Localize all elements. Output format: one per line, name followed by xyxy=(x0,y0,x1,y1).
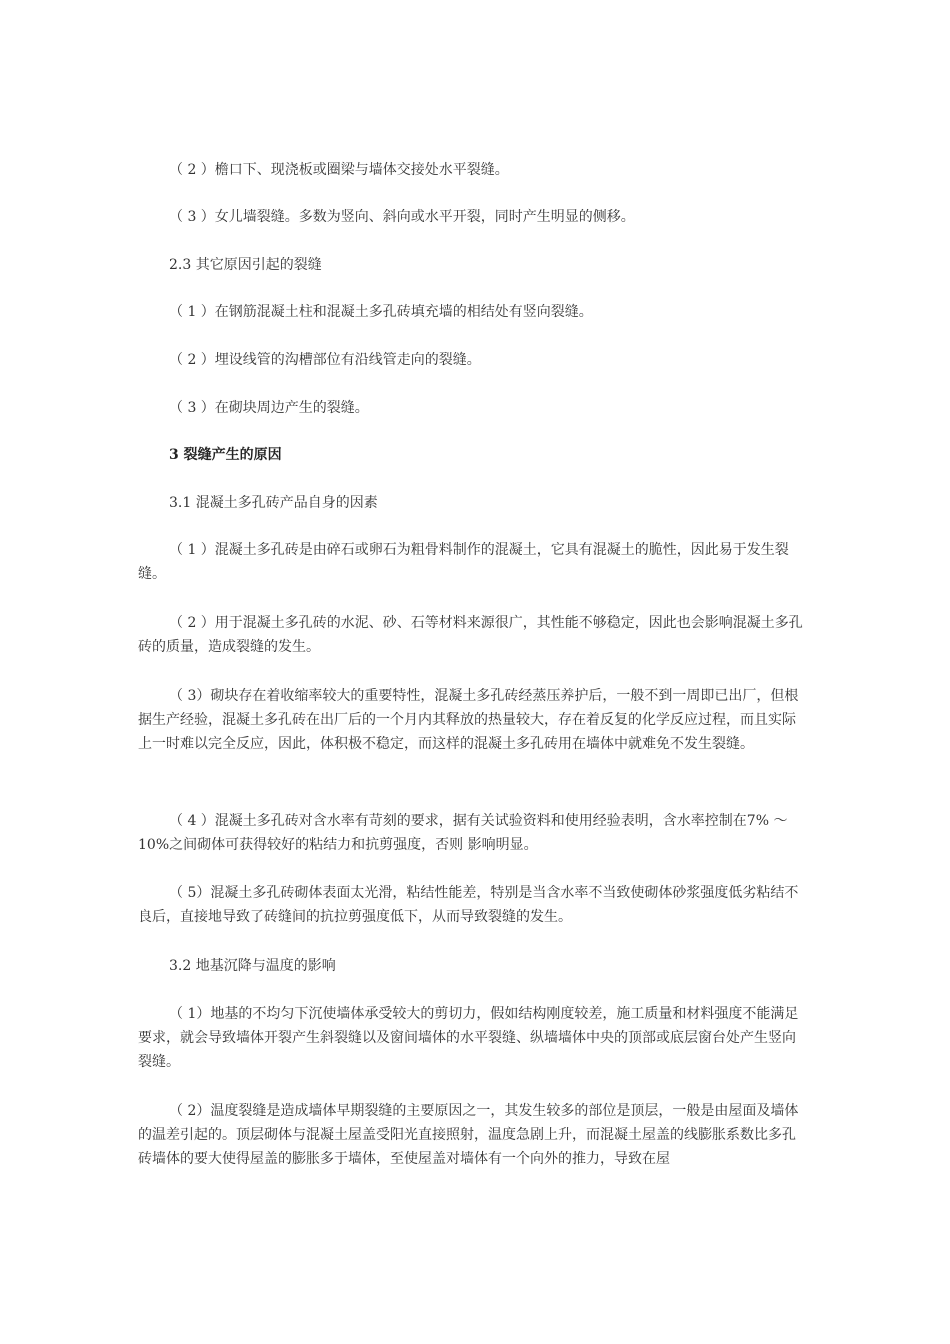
section-heading-2-3: 2.3 其它原因引起的裂缝 xyxy=(169,257,322,273)
paragraph-parapet-crack: （ 3 ）女儿墙裂缝。多数为竖向、斜向或水平开裂，同时产生明显的侧移。 xyxy=(169,209,635,225)
section-heading-3-1: 3.1 混凝土多孔砖产品自身的因素 xyxy=(169,495,378,511)
paragraph-temperature: （ 2）温度裂缝是造成墙体早期裂缝的主要原因之一，其发生较多的部位是顶层，一般是由屋面及墙体的温差引起的。顶层砌体与混凝土屋盖受阳光直接照射，温度急剧上升，而混凝土屋盖的线膨胀系数比多孔砖墙体的要大使得屋盖的膨胀多于墙体，至使屋盖对墙体有一个向外的推力，导致在屋 xyxy=(138,1103,799,1167)
paragraph-settlement: （ 1）地基的不均匀下沉使墙体承受较大的剪切力，假如结构刚度较差，施工质量和材料强度不能满足要求，就会导致墙体开裂产生斜裂缝以及窗间墙体的水平裂缝、纵墙墙体中央的顶部或底层窗台处产生竖向裂缝。 xyxy=(138,1006,799,1070)
section-heading-3-2: 3.2 地基沉降与温度的影响 xyxy=(169,958,336,974)
paragraph-eaves-crack: （ 2 ）檐口下、现浇板或圈梁与墙体交接处水平裂缝。 xyxy=(169,162,509,178)
section-heading-3: 3 裂缝产生的原因 xyxy=(169,447,282,463)
paragraph-moisture: （ 4 ）混凝土多孔砖对含水率有苛刻的要求，据有关试验资料和使用经验表明，含水率控制在7% ～ 10%之间砌体可获得较好的粘结力和抗剪强度，否则 影响明显。 xyxy=(138,813,788,853)
paragraph-block-edge-crack: （ 3 ）在砌块周边产生的裂缝。 xyxy=(169,400,369,416)
paragraph-conduit-crack: （ 2 ）埋设线管的沟槽部位有沿线管走向的裂缝。 xyxy=(169,352,481,368)
paragraph-smooth-surface: （ 5）混凝土多孔砖砌体表面太光滑，粘结性能差，特别是当含水率不当致使砌体砂浆强度低劣粘结不良后，直接地导致了砖缝间的抗拉剪强度低下，从而导致裂缝的发生。 xyxy=(138,885,799,925)
paragraph-materials: （ 2 ）用于混凝土多孔砖的水泥、砂、石等材料来源很广，其性能不够稳定，因此也会影响混凝土多孔砖的质量，造成裂缝的发生。 xyxy=(138,615,803,655)
paragraph-column-wall-crack: （ 1 ）在钢筋混凝土柱和混凝土多孔砖填充墙的相结处有竖向裂缝。 xyxy=(169,304,593,320)
paragraph-shrinkage: （ 3）砌块存在着收缩率较大的重要特性，混凝土多孔砖经蒸压养护后，一般不到一周即已出厂，但根据生产经验，混凝土多孔砖在出厂后的一个月内其释放的热量较大，存在着反复的化学反应过程，而且实际上一时难以完全反应，因此，体积极不稳定，而这样的混凝土多孔砖用在墙体中就难免不发生裂缝。 xyxy=(138,688,799,752)
paragraph-brittleness: （ 1 ）混凝土多孔砖是由碎石或卵石为粗骨料制作的混凝土，它具有混凝土的脆性，因此易于发生裂缝。 xyxy=(138,542,789,582)
